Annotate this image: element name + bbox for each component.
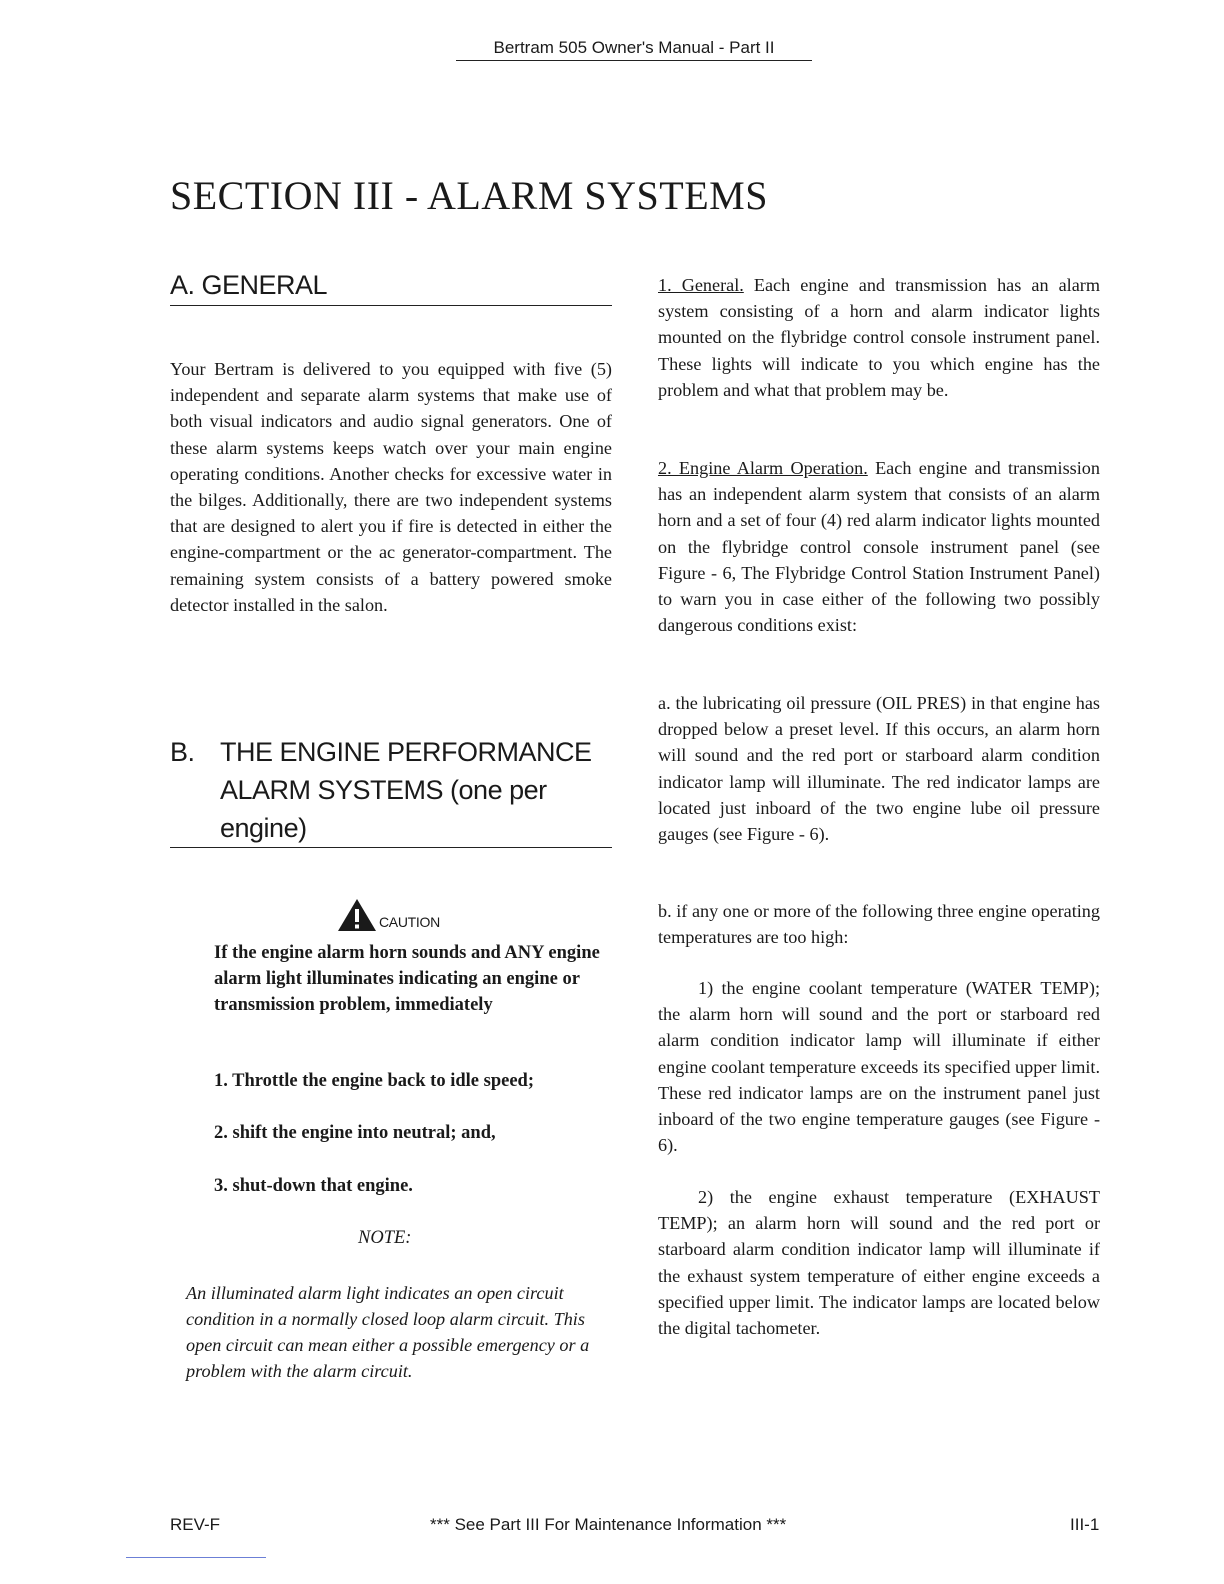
footer-page-number: III-1 [1070, 1515, 1100, 1534]
right-paragraph-b: b. if any one or more of the following three engine operating temperatures are too high: [658, 901, 1100, 948]
heading-b-text: THE ENGINE PERFORMANCE ALARM SYSTEMS (one per engine) [220, 737, 592, 843]
caution-label: CAUTION [379, 914, 440, 930]
footer-center-note: *** See Part III For Maintenance Information *** [430, 1515, 787, 1534]
paragraph-body: Each engine and transmission has an independent alarm system that consists of an alarm horn and a set of four (4) red alarm indicator lights mounted on the flybridge control console instrument panel (see Figure - 6, The Flybridge Control Station Instrument Panel) to warn you in case either of the following two possibly dangerous conditions exist: [658, 458, 1100, 636]
caution-text: If the engine alarm horn sounds and ANY engine alarm light illuminates indicating an engine or transmission problem, immediately [214, 943, 600, 1015]
note-body: An illuminated alarm light indicates an open circuit condition in a normally closed loop alarm circuit. This open circuit can mean either a possible emergency or a problem with the alarm circuit. [186, 1283, 590, 1381]
footer-revision: REV-F [170, 1515, 221, 1534]
right-paragraph-alarm-operation [658, 455, 1100, 638]
right-paragraph-b1: 1) the engine coolant temperature (WATER TEMP); the alarm horn will sound and the port or starboard red alarm condition indicator lamp will illuminate if either engine coolant temperature exceeds its specified upper limit. These red indicator lamps are on the instrument panel just inboard of the two engine temperature gauges (see Figure - 6). [658, 978, 1100, 1156]
paragraph-body: Each engine and transmission has an alarm system consisting of a horn and alarm indicator lights mounted on the flybridge control console instrument panel. These lights will indicate to you which engine has the problem and what that problem may be. [658, 275, 1100, 400]
heading-b-letter: B. [170, 737, 195, 767]
right-paragraph-general [658, 272, 1100, 403]
right-paragraph-b2: 2) the engine exhaust temperature (EXHAUST TEMP); an alarm horn will sound and the red port or starboard alarm condition indicator lamp will illuminate if the exhaust system temperature of either engine exceeds a specified upper limit. The indicator lamps are located below the digital tachometer. [658, 1187, 1100, 1339]
heading-engine-performance [170, 733, 612, 848]
section-title: SECTION III - ALARM SYSTEMS [170, 173, 768, 218]
caution-step: 2. shift the engine into neutral; and, [214, 1123, 496, 1143]
running-header: Bertram 505 Owner's Manual - Part II [456, 38, 812, 61]
caution-step: 1. Throttle the engine back to idle speed; [214, 1071, 534, 1091]
heading-general: A. GENERAL [170, 270, 612, 306]
caution-marker [337, 898, 440, 932]
scan-mark [126, 1557, 266, 1558]
paragraph-heading: 2. Engine Alarm Operation. [658, 458, 868, 478]
caution-step: 3. shut-down that engine. [214, 1176, 413, 1196]
right-paragraph-a: a. the lubricating oil pressure (OIL PRES) in that engine has dropped below a preset level. If this occurs, an alarm horn will sound and the red port or starboard alarm condition indicator lamp will illuminate. The red indicator lamps are located just inboard of the two engine lube oil pressure gauges (see Figure - 6). [658, 693, 1100, 845]
paragraph-heading: 1. General. [658, 275, 744, 295]
note-title: NOTE: [358, 1228, 412, 1248]
general-paragraph: Your Bertram is delivered to you equipped with five (5) independent and separate alarm systems that make use of both visual indicators and audio signal generators. One of these alarm systems keeps watch over your main engine operating conditions. Another checks for excessive water in the bilges. Additionally, there are two independent systems that are designed to alert you if fire is detected in either the engine-compartment or the ac generator-compartment. The remaining system consists of a battery powered smoke detector installed in the salon. [170, 359, 612, 615]
warning-triangle-icon [337, 898, 377, 932]
